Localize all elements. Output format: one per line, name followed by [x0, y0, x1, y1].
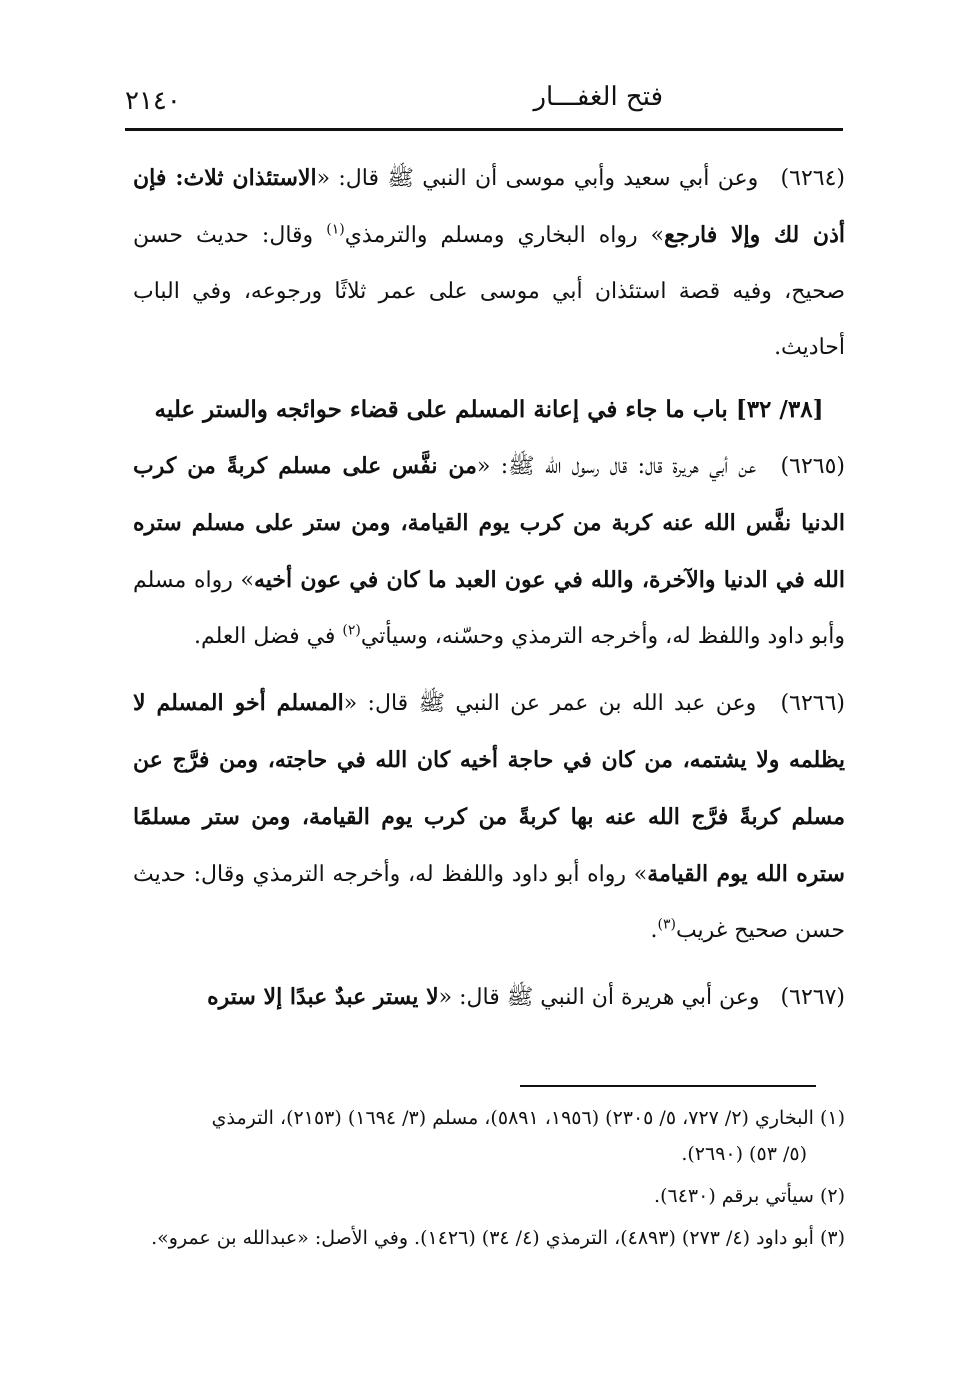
footnote-text: البخاري (٢/ ٧٢٧، ٥/ ٢٣٠٥) (١٩٥٦، ٥٨٩١)، مسلم (٣/ ١٦٩٤) (٢١٥٣)، الترمذي — [211, 1107, 814, 1129]
hadith-source: » رواه أبو داود واللفظ له، وأخرجه الترمذي وقال: حديث حسن صحيح غريب — [133, 862, 845, 943]
hadith-quote: من نفَّس على مسلم كربةً من كرب الدنيا نفَّس الله عنه كربة من كرب يوم القيامة، ومن ستر على مسلم ستره الله في الدنيا والآخرة، والله في عون العبد ما كان في عون أخيه — [133, 453, 846, 593]
footnote-text: سيأتي برقم (٦٤٣٠). — [654, 1185, 814, 1207]
hadith-6267 — [133, 969, 845, 1026]
hadith-6266 — [133, 675, 845, 959]
section-heading: [٣٨/ ٣٢] باب ما جاء في إعانة المسلم على قضاء حوائجه والستر عليه — [154, 396, 824, 423]
footnote-number: (١) — [819, 1107, 845, 1129]
hadith-intro: وعن أبي سعيد وأبي موسى أن النبي ﷺ قال: « — [316, 166, 759, 191]
hadith-comment: . — [650, 918, 658, 943]
footnote-marker[interactable]: (١) — [326, 221, 345, 238]
hadith-quote: الاستئذان ثلاث: فإن أذن لك وإلا فارجع — [133, 165, 845, 248]
hadith-number: (٦٢٦٦) — [780, 691, 845, 716]
footnote-marker[interactable]: (٢) — [342, 622, 361, 639]
hadith-source: » رواه مسلم وأبو داود واللفظ له، وأخرجه الترمذي وحسّنه، وسيأتي — [133, 568, 845, 649]
hadith-number: (٦٢٦٥) — [780, 454, 845, 479]
page-header — [125, 82, 843, 128]
hadith-number: (٦٢٦٧) — [780, 985, 845, 1010]
hadith-source: » رواه البخاري ومسلم والترمذي — [344, 223, 665, 248]
footnote-2 — [133, 1178, 845, 1214]
page-number: ٢١٤٠ — [125, 86, 181, 116]
footnote-text: أبو داود (٤/ ٢٧٣) (٤٨٩٣)، الترمذي (٤/ ٣٤) (١٤٢٦). وفي الأصل: «عبدالله بن عمرو». — [151, 1227, 814, 1249]
hadith-6264 — [133, 150, 845, 376]
hadith-comment: في فضل العلم. — [193, 624, 343, 649]
hadith-number: (٦٢٦٤) — [780, 166, 845, 191]
main-text — [133, 150, 845, 1026]
footnote-3 — [133, 1220, 845, 1256]
hadith-comment: وقال: حديث حسن صحيح، وفيه قصة استئذان أبي موسى على عمر ثلاثًا ورجوعه، وفي الباب أحاديث. — [133, 223, 845, 360]
footnote-number: (٣) — [819, 1227, 845, 1249]
hadith-intro: عن أبي هريرة قال: قال رسول الله ﷺ: « — [476, 454, 757, 479]
hadith-quote: المسلم أخو المسلم لا يظلمه ولا يشتمه، من كان في حاجة أخيه كان الله في حاجته، ومن فرَّج عن مسلم كربةً فرَّج الله عنه بها كربةً من كرب يوم القيامة، ومن ستر مسلمًا ستره الله يوم القيامة — [133, 690, 845, 887]
footnote-1 — [133, 1100, 845, 1172]
footnote-text-continuation: (٥/ ٥٣) (٢٦٩٠). — [681, 1143, 807, 1165]
footnote-marker[interactable]: (٣) — [657, 916, 676, 933]
hadith-6265 — [133, 438, 845, 665]
header-rule — [125, 128, 843, 131]
hadith-quote: لا يستر عبدٌ عبدًا إلا ستره — [207, 984, 439, 1010]
book-title: فتح الغفـــار — [533, 82, 663, 112]
footnotes — [133, 1100, 845, 1262]
footnote-separator — [520, 1085, 816, 1087]
footnote-number: (٢) — [819, 1185, 845, 1207]
hadith-intro: وعن عبد الله بن عمر عن النبي ﷺ قال: « — [343, 691, 757, 716]
hadith-intro: وعن أبي هريرة أن النبي ﷺ قال: « — [438, 985, 760, 1010]
